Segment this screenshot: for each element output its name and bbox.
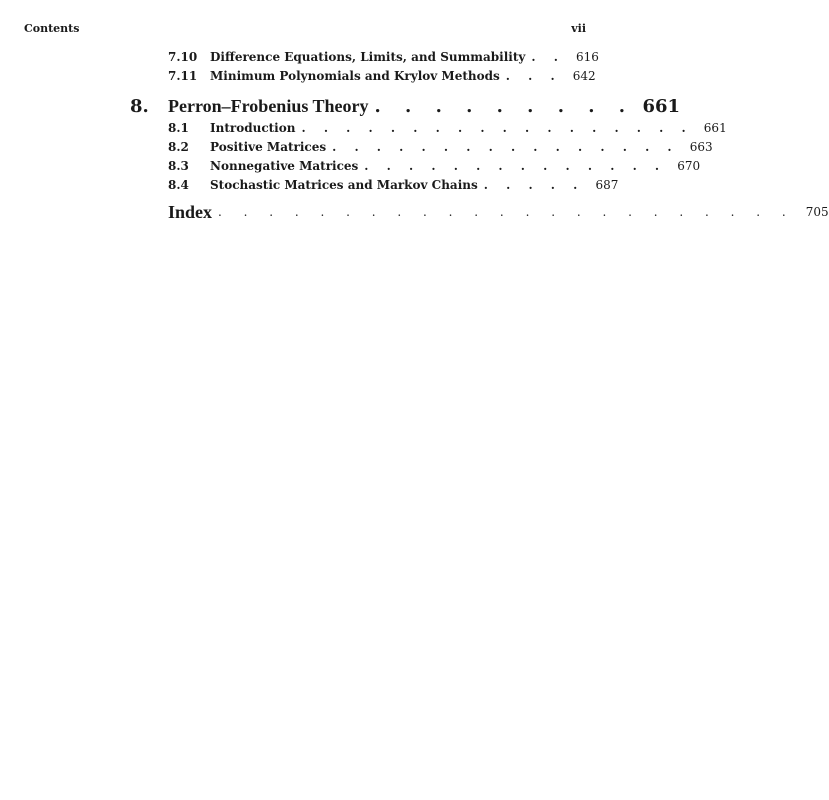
toc-entry-number: 7.11: [168, 69, 198, 83]
toc-entry-7-11[interactable]: [130, 69, 596, 88]
toc-index-title: Index: [168, 201, 213, 222]
toc-entry-page: 663: [689, 140, 713, 154]
toc-dot-leader: . . . . . . . . . . . . . . . . . .: [301, 121, 693, 135]
toc-index-page: 705: [805, 205, 829, 219]
toc-entry-7-10[interactable]: [130, 50, 599, 69]
toc-entry-number: 8.2: [168, 140, 189, 154]
toc-entry-page: 670: [677, 159, 701, 173]
toc-entry-title: Positive Matrices: [210, 140, 327, 154]
toc-dot-leader: . . . . . . . . . . . . . . . .: [332, 140, 679, 154]
toc-entry-number: 7.10: [168, 50, 198, 64]
toc-dot-leader: . . .: [505, 69, 562, 83]
toc-entry-8-2[interactable]: [130, 140, 713, 159]
toc-entry-title: Minimum Polynomials and Krylov Methods: [210, 69, 500, 83]
toc-entry-number: 8.4: [168, 178, 189, 192]
running-head-section: Contents: [24, 22, 80, 35]
toc-entry-number: 8.3: [168, 159, 189, 173]
toc-entry-page: 616: [576, 50, 599, 64]
toc-entry-page: 642: [572, 69, 596, 83]
page-number: vii: [571, 22, 586, 35]
toc-dot-leader: . . . . . . . . . . . . . .: [364, 159, 667, 173]
toc-entry-8-1[interactable]: [130, 121, 727, 140]
toc-dot-leader: . . . . . . . . . . . . . . . . . . . . . . .: [218, 205, 795, 219]
toc-chapter-title: Perron–Frobenius Theory: [168, 95, 369, 116]
toc-entry-8-4[interactable]: [130, 178, 619, 197]
toc-chapter-page: 661: [642, 95, 681, 117]
toc-dot-leader: . . . . . . . . .: [374, 95, 635, 117]
toc-entry-8-3[interactable]: [130, 159, 701, 178]
toc-entry-title: Stochastic Matrices and Markov Chains: [210, 178, 478, 192]
toc-entry-title: Introduction: [210, 121, 296, 135]
toc-entry-page: 687: [595, 178, 619, 192]
toc-index[interactable]: [130, 197, 829, 227]
toc-entry-number: 8.1: [168, 121, 189, 135]
toc-chapter-number: 8.: [130, 95, 149, 117]
toc-dot-leader: . .: [531, 50, 565, 64]
table-of-contents: [130, 50, 829, 227]
toc-entry-page: 661: [703, 121, 727, 135]
toc-chapter-8[interactable]: [130, 91, 681, 121]
running-head: [24, 22, 586, 38]
toc-entry-title: Nonnegative Matrices: [210, 159, 359, 173]
toc-entry-title: Difference Equations, Limits, and Summability: [210, 50, 526, 64]
toc-dot-leader: . . . . .: [483, 178, 585, 192]
